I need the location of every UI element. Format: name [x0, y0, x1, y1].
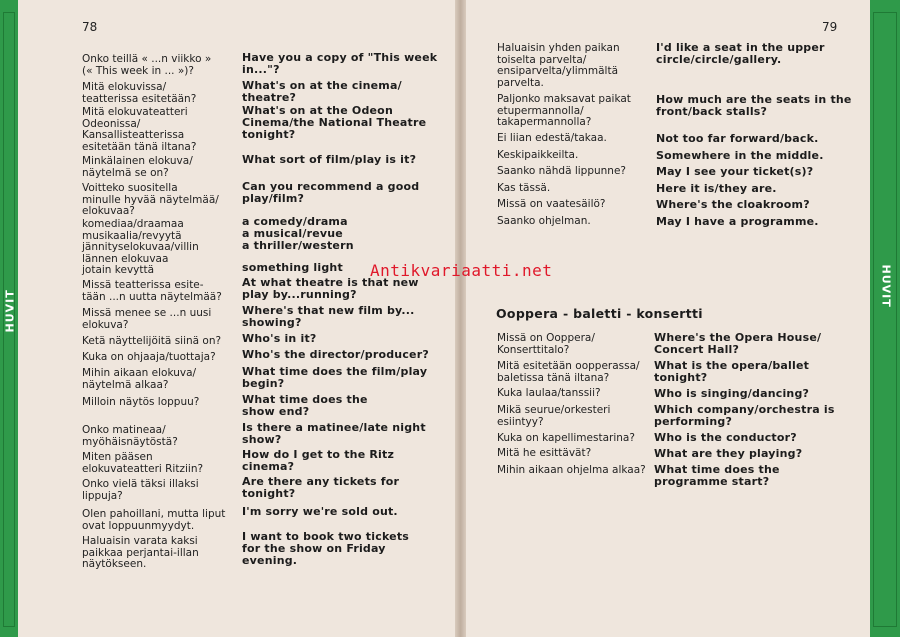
finnish-phrase: Minkälainen elokuva/ näytelmä se on? — [82, 155, 193, 179]
right-green-band — [870, 0, 900, 637]
english-phrase: What time does the film/play begin? — [242, 365, 428, 390]
english-phrase: Is there a matinee/late night show? — [242, 421, 426, 446]
finnish-phrase: Mitä he esittävät? — [497, 447, 592, 459]
finnish-phrase: Onko matineaa/ myöhäisnäytöstä? — [82, 424, 178, 448]
english-phrase: a comedy/drama a musical/revue a thriller/western — [242, 215, 354, 252]
finnish-phrase: Ei liian edestä/takaa. — [497, 132, 607, 144]
finnish-phrase: Mitä esitetään oopperassa/ baletissa tänä iltana? — [497, 360, 640, 384]
right-side-tab-label: HUVIT — [879, 264, 893, 308]
english-phrase: Have you a copy of "This week in..."? — [242, 51, 438, 76]
finnish-phrase: komediaa/draamaa musikaalia/revyytä jännityselokuvaa/villin lännen elokuvaa — [82, 218, 199, 265]
section-title: Ooppera - baletti - konsertti — [496, 306, 703, 321]
english-phrase: At what theatre is that new play by...running? — [242, 276, 419, 301]
finnish-phrase: Missä on Ooppera/ Konserttitalo? — [497, 332, 595, 356]
watermark: Antikvariaatti.net — [370, 261, 553, 280]
english-phrase: Where's the Opera House/ Concert Hall? — [654, 331, 822, 356]
english-phrase: Where's that new film by... showing? — [242, 304, 415, 329]
english-phrase: What is the opera/ballet tonight? — [654, 359, 810, 384]
english-phrase: How much are the seats in the front/back stalls? — [656, 93, 852, 118]
english-phrase: Which company/orchestra is performing? — [654, 403, 835, 428]
finnish-phrase: Missä menee se ...n uusi elokuva? — [82, 307, 212, 331]
finnish-phrase: Paljonko maksavat paikat etupermannolla/ takapermannolla? — [497, 93, 631, 128]
english-phrase: Somewhere in the middle. — [656, 149, 824, 162]
finnish-phrase: Onko teillä « ...n viikko » (« This week in ... »)? — [82, 53, 212, 77]
finnish-phrase: Ketä näyttelijöitä siinä on? — [82, 335, 222, 347]
left-page-number: 78 — [82, 20, 98, 34]
finnish-phrase: Saanko nähdä lippunne? — [497, 165, 626, 177]
book-gutter — [455, 0, 466, 637]
finnish-phrase: Kuka on ohjaaja/tuottaja? — [82, 351, 216, 363]
finnish-phrase: Haluaisin yhden paikan toiselta parvelta/ ensiparvelta/ylimmältä parvelta. — [497, 42, 620, 89]
right-page-number: 79 — [822, 20, 838, 34]
english-phrase: something light — [242, 261, 343, 274]
english-phrase: Who's in it? — [242, 332, 317, 345]
finnish-phrase: Kuka laulaa/tanssii? — [497, 387, 601, 399]
english-phrase: What's on at the cinema/ theatre? — [242, 79, 402, 104]
finnish-phrase: Mihin aikaan ohjelma alkaa? — [497, 464, 646, 476]
english-phrase: Not too far forward/back. — [656, 132, 819, 145]
finnish-phrase: Missä on vaatesäilö? — [497, 198, 606, 210]
finnish-phrase: Onko vielä täksi illaksi lippuja? — [82, 478, 199, 502]
finnish-phrase: Voitteko suositella minulle hyvää näytelmää/ elokuvaa? — [82, 182, 219, 217]
finnish-phrase: jotain kevyttä — [82, 264, 155, 276]
english-phrase: Can you recommend a good play/film? — [242, 180, 420, 205]
finnish-phrase: Kuka on kapellimestarina? — [497, 432, 635, 444]
finnish-phrase: Milloin näytös loppuu? — [82, 396, 200, 408]
english-phrase: What's on at the Odeon Cinema/the National Theatre tonight? — [242, 104, 427, 141]
english-phrase: What time does the show end? — [242, 393, 368, 418]
left-side-tab-label: HUVIT — [3, 289, 17, 333]
english-phrase: Are there any tickets for tonight? — [242, 475, 400, 500]
english-phrase: I'd like a seat in the upper circle/circle/gallery. — [656, 41, 825, 66]
english-phrase: Where's the cloakroom? — [656, 198, 810, 211]
english-phrase: How do I get to the Ritz cinema? — [242, 448, 395, 473]
finnish-phrase: Miten pääsen elokuvateatteri Ritziin? — [82, 451, 204, 475]
english-phrase: What time does the programme start? — [654, 463, 780, 488]
english-phrase: I'm sorry we're sold out. — [242, 505, 398, 518]
english-phrase: Who is the conductor? — [654, 431, 797, 444]
finnish-phrase: Kas tässä. — [497, 182, 551, 194]
finnish-phrase: Haluaisin varata kaksi paikkaa perjantai-illan näytökseen. — [82, 535, 199, 570]
finnish-phrase: Mikä seurue/orkesteri esiintyy? — [497, 404, 611, 428]
english-phrase: What are they playing? — [654, 447, 803, 460]
english-phrase: May I see your ticket(s)? — [656, 165, 814, 178]
finnish-phrase: Mitä elokuvissa/ teatterissa esitetään? — [82, 81, 197, 105]
english-phrase: What sort of film/play is it? — [242, 153, 417, 166]
english-phrase: Who's the director/producer? — [242, 348, 429, 361]
english-phrase: Who is singing/dancing? — [654, 387, 810, 400]
finnish-phrase: Olen pahoillani, mutta liput ovat loppuunmyydyt. — [82, 508, 226, 532]
english-phrase: I want to book two tickets for the show on Friday evening. — [242, 530, 410, 567]
english-phrase: Here it is/they are. — [656, 182, 777, 195]
finnish-phrase: Missä teatterissa esite- tään ...n uutta näytelmää? — [82, 279, 222, 303]
finnish-phrase: Saanko ohjelman. — [497, 215, 591, 227]
finnish-phrase: Mihin aikaan elokuva/ näytelmä alkaa? — [82, 367, 197, 391]
finnish-phrase: Keskipaikkeilta. — [497, 149, 579, 161]
finnish-phrase: Mitä elokuvateatteri Odeonissa/ Kansallisteatterissa esitetään tänä iltana? — [82, 106, 197, 153]
english-phrase: May I have a programme. — [656, 215, 819, 228]
